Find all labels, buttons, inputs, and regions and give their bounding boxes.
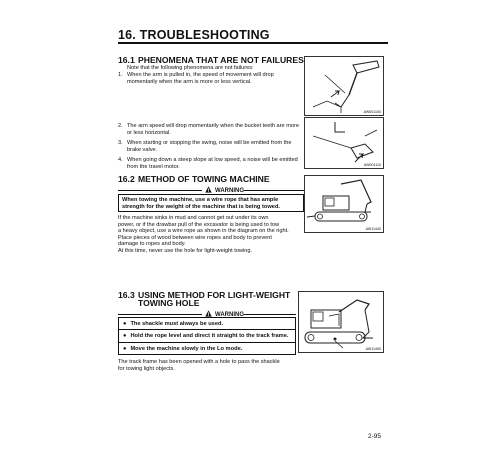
- figure-code: AW11440: [365, 227, 381, 231]
- divider: [119, 329, 295, 330]
- excavator-towing-hole-illustration: [299, 292, 385, 354]
- warning-label: WARNING: [205, 186, 244, 195]
- section-16-3-body: The track frame has been opened with a hole to pass the shackle for towing light objects.: [118, 359, 280, 372]
- warning-bullet-box: [118, 317, 296, 355]
- figure-bucket-horizontal: [304, 117, 384, 169]
- warning-box: When towing the machine, use a wire rope that has ample strength for the weight of the machine that is being towed.: [118, 194, 304, 212]
- warning-rule-right: [244, 314, 296, 315]
- section-number: 16.2: [118, 174, 135, 184]
- section-title: USING METHOD FOR LIGHT-WEIGHT: [138, 290, 291, 300]
- section-16-3-heading-line-2: TOWING HOLE: [138, 298, 200, 308]
- section-16-2-heading: [118, 175, 270, 184]
- section-number: 16.3: [118, 290, 135, 300]
- arm-diagram-illustration: [305, 57, 385, 117]
- section-16-2-body: If the machine sinks in mud and cannot get out under its own power, or if the drawbar pull of the excavator is being used to tow a heavy object, use a wire rope as shown in the diagram on the right. Place pieces of wood between wire ropes and body to prevent damage to ropes and body. At this time, never use the hole for light-weight towing.: [118, 215, 289, 254]
- list-item: 3. When starting or stopping the swing, noise will be emitted from the brake valve.: [118, 140, 292, 153]
- warning-bullet: ● Move the machine slowly in the Lo mode.: [123, 346, 243, 352]
- figure-light-weight-towing-hole: [298, 291, 384, 353]
- divider: [119, 342, 295, 343]
- figure-code: AW001150: [363, 110, 381, 114]
- figure-code: AW001110: [363, 163, 381, 167]
- figure-code: AW11450: [365, 347, 381, 351]
- warning-label: WARNING: [205, 310, 244, 319]
- warning-bullet: ● Hold the rope level and direct it straight to the track frame.: [123, 333, 289, 339]
- section-title: METHOD OF TOWING MACHINE: [138, 174, 270, 184]
- list-item: 1. When the arm is pulled in, the speed of movement will drop momentarily when the arm is more or less vertical.: [118, 72, 274, 85]
- section-16-1-intro: Note that the following phenomena are not failures:: [127, 65, 254, 71]
- chapter-title: 16. TROUBLESHOOTING: [118, 28, 270, 42]
- section-number: 16.1: [118, 55, 135, 65]
- excavator-towing-illustration: [305, 176, 385, 234]
- warning-rule-right: [244, 190, 304, 191]
- warning-rule-left: [118, 314, 202, 315]
- page-number: 2-95: [368, 433, 382, 440]
- figure-towing-wire-rope: [304, 175, 384, 233]
- chapter-title-rule: [118, 42, 388, 44]
- list-item: 2. The arm speed will drop momentarily when the bucket teeth are more or less horizontal.: [118, 123, 299, 136]
- warning-rule-left: [118, 190, 202, 191]
- warning-bullet: ● The shackle must always be used.: [123, 321, 224, 327]
- figure-arm-vertical: [304, 56, 384, 116]
- list-item: 4. When going down a steep slope at low speed, a noise will be emitted from the travel motor.: [118, 157, 298, 170]
- section-16-1-heading: [118, 56, 304, 65]
- section-title: PHENOMENA THAT ARE NOT FAILURES: [138, 55, 304, 65]
